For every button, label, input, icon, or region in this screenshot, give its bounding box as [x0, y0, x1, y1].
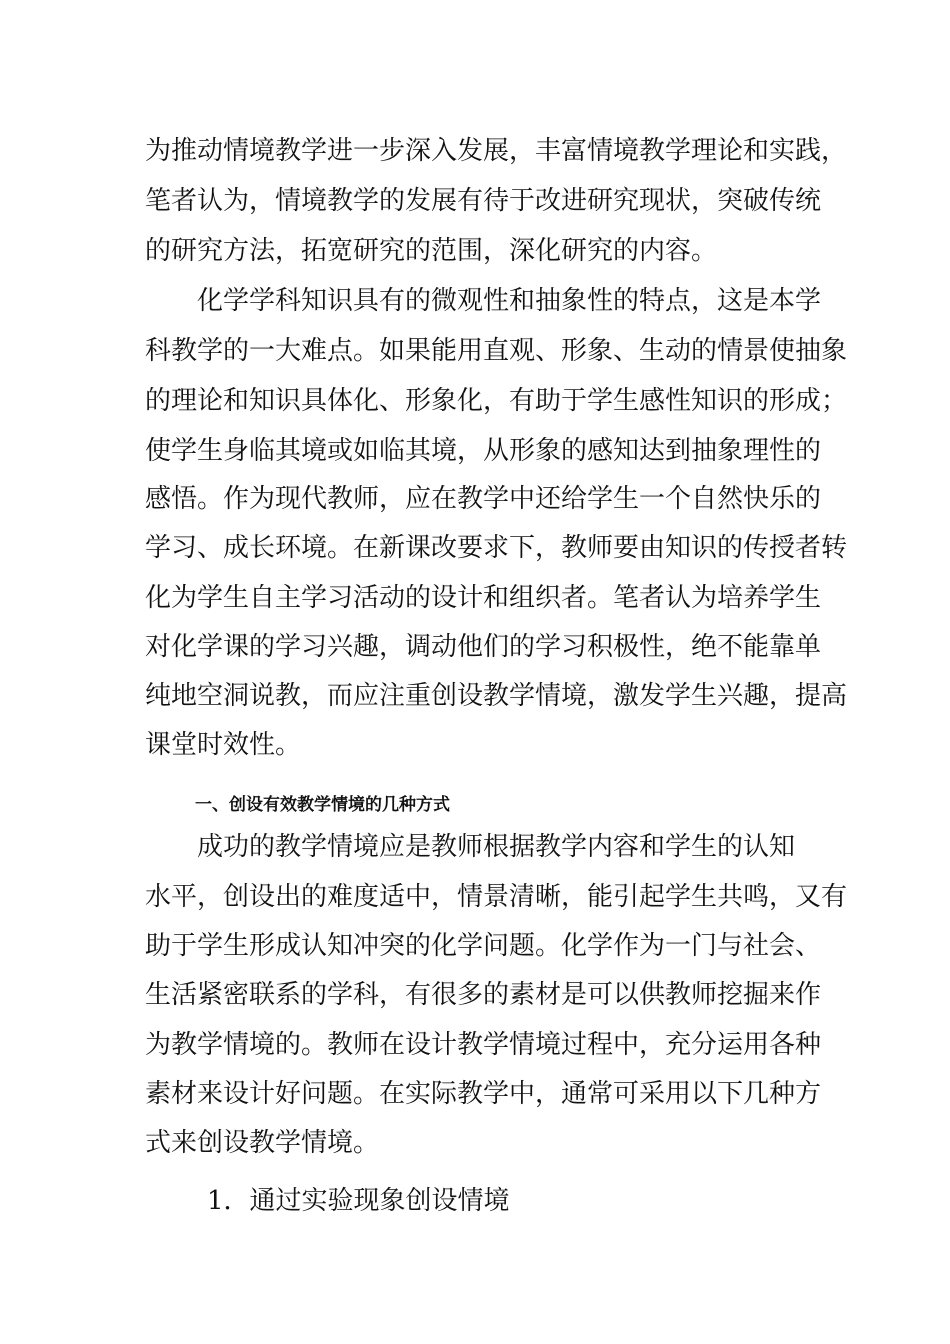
- text-line: 为教学情境的。教师在设计教学情境过程中，充分运用各种: [145, 1030, 822, 1060]
- text-line: 的理论和知识具体化、形象化，有助于学生感性知识的形成；: [145, 386, 848, 416]
- text-line: 素材来设计好问题。在实际教学中，通常可采用以下几种方: [145, 1079, 822, 1109]
- text-line: 使学生身临其境或如临其境，从形象的感知达到抽象理性的: [145, 436, 822, 466]
- text-line: 水平，创设出的难度适中，情景清晰，能引起学生共鸣，又有: [145, 882, 848, 912]
- text-line: 式来创设教学情境。: [145, 1128, 380, 1158]
- text-line: 成功的教学情境应是教师根据教学内容和学生的认知: [197, 832, 796, 862]
- text-line: 纯地空洞说教，而应注重创设教学情境，激发学生兴趣，提高: [145, 681, 848, 711]
- text-line: 学习、成长环境。在新课改要求下，教师要由知识的传授者转: [145, 533, 848, 563]
- text-line: 的研究方法，拓宽研究的范围，深化研究的内容。: [145, 236, 718, 266]
- section-heading: 一、创设有效教学情境的几种方式: [195, 795, 450, 815]
- text-line: 为推动情境教学进一步深入发展，丰富情境教学理论和实践，: [145, 136, 848, 166]
- text-line: 感悟。作为现代教师，应在教学中还给学生一个自然快乐的: [145, 484, 822, 514]
- text-line: 助于学生形成认知冲突的化学问题。化学作为一门与社会、: [145, 931, 822, 961]
- text-line: 化学学科知识具有的微观性和抽象性的特点，这是本学: [197, 286, 822, 316]
- text-line: 科教学的一大难点。如果能用直观、形象、生动的情景使抽象: [145, 336, 848, 366]
- subsection-heading: 1．通过实验现象创设情境: [207, 1186, 510, 1216]
- text-line: 笔者认为，情境教学的发展有待于改进研究现状，突破传统: [145, 186, 822, 216]
- text-line: 生活紧密联系的学科，有很多的素材是可以供教师挖掘来作: [145, 980, 822, 1010]
- text-line: 课堂时效性。: [145, 730, 302, 760]
- text-line: 对化学课的学习兴趣，调动他们的学习积极性，绝不能靠单: [145, 632, 822, 662]
- text-line: 化为学生自主学习活动的设计和组织者。笔者认为培养学生: [145, 583, 822, 613]
